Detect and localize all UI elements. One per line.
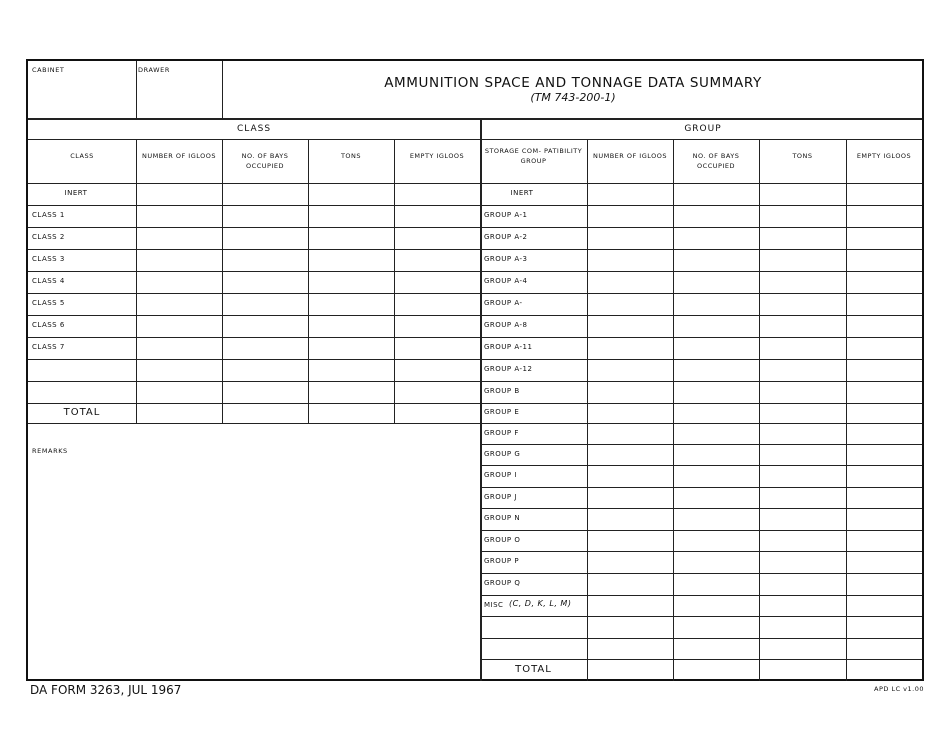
class-entry-cell[interactable]: [223, 294, 307, 314]
group-entry-cell[interactable]: [760, 316, 845, 336]
misc-note: (C, D, K, L, M): [509, 599, 572, 608]
group-entry-cell[interactable]: [674, 184, 758, 204]
group-entry-cell[interactable]: [760, 360, 845, 380]
group-entry-cell[interactable]: [760, 184, 845, 204]
class-entry-cell[interactable]: [395, 228, 479, 248]
group-entry-cell[interactable]: [760, 466, 845, 486]
class-entry-cell[interactable]: [395, 316, 479, 336]
group-row-label: GROUP N: [484, 514, 521, 522]
group-entry-cell[interactable]: [674, 250, 758, 270]
form-subtitle: (TM 743-200-1): [530, 91, 616, 104]
group-entry-cell[interactable]: [847, 404, 921, 422]
summary-form: [26, 59, 924, 681]
group-entry-cell[interactable]: [760, 272, 845, 292]
class-row-label: CLASS 6: [32, 321, 65, 329]
group-entry-cell[interactable]: [674, 272, 758, 292]
group-column-header: NUMBER OF IGLOOS: [593, 152, 667, 160]
group-column-header: EMPTY IGLOOS: [856, 152, 912, 160]
group-entry-cell[interactable]: [674, 466, 758, 486]
class-entry-cell[interactable]: [223, 272, 307, 292]
group-entry-cell[interactable]: [588, 509, 672, 529]
group-entry-cell[interactable]: [588, 424, 672, 443]
group-entry-cell[interactable]: [588, 531, 672, 550]
group-entry-cell[interactable]: [674, 206, 758, 226]
group-entry-cell[interactable]: [674, 382, 758, 402]
group-entry-cell[interactable]: [760, 617, 845, 637]
group-column-header: TONS: [792, 152, 813, 160]
group-entry-cell[interactable]: [588, 294, 672, 314]
group-entry-cell[interactable]: [674, 639, 758, 658]
group-entry-cell[interactable]: [847, 445, 921, 464]
class-entry-cell[interactable]: [223, 360, 307, 380]
group-entry-cell[interactable]: [847, 228, 921, 248]
group-entry-cell[interactable]: [760, 660, 845, 680]
class-entry-cell[interactable]: [309, 206, 393, 226]
group-entry-cell[interactable]: [760, 445, 845, 464]
class-entry-cell[interactable]: [309, 228, 393, 248]
group-entry-cell[interactable]: [847, 316, 921, 336]
group-entry-cell[interactable]: [847, 639, 921, 658]
group-row-label: GROUP J: [484, 492, 517, 501]
group-row-label: GROUP F: [484, 428, 519, 437]
group-entry-cell[interactable]: [847, 574, 921, 594]
group-entry-cell[interactable]: [847, 466, 921, 486]
class-entry-cell[interactable]: [137, 360, 221, 380]
drawer-label: DRAWER: [138, 66, 170, 74]
class-entry-cell[interactable]: [223, 338, 307, 358]
group-entry-cell[interactable]: [674, 509, 758, 529]
cabinet-field[interactable]: [30, 75, 134, 117]
group-entry-cell[interactable]: [847, 596, 921, 615]
group-row-label: GROUP A-11: [484, 343, 533, 351]
class-row-label: CLASS 3: [32, 255, 65, 263]
group-entry-cell[interactable]: [847, 382, 921, 402]
class-row-label: CLASS 1: [32, 211, 65, 219]
class-entry-cell[interactable]: [395, 184, 479, 204]
class-entry-cell[interactable]: [137, 250, 221, 270]
class-column-header: CLASS: [70, 152, 94, 160]
group-entry-cell[interactable]: [847, 360, 921, 380]
group-entry-cell[interactable]: [674, 617, 758, 637]
group-entry-cell[interactable]: [847, 250, 921, 270]
class-entry-cell[interactable]: [395, 360, 479, 380]
group-entry-cell[interactable]: [588, 404, 672, 422]
class-row-label: INERT: [64, 189, 88, 197]
group-entry-cell[interactable]: [674, 360, 758, 380]
class-entry-cell[interactable]: [395, 404, 479, 422]
group-row-label: GROUP A-12: [484, 365, 533, 373]
class-column-header: NUMBER OF IGLOOS: [142, 152, 216, 160]
group-section-heading: GROUP: [684, 124, 722, 134]
class-entry-cell[interactable]: [223, 228, 307, 248]
group-row-label: GROUP P: [484, 557, 520, 565]
class-entry-cell[interactable]: [395, 338, 479, 358]
group-entry-cell[interactable]: [760, 424, 845, 443]
group-row-label: GROUP E: [484, 408, 520, 416]
class-column-header: NO. OF BAYS OCCUPIED: [241, 152, 289, 170]
group-entry-cell[interactable]: [588, 272, 672, 292]
group-column-header: NO. OF BAYS OCCUPIED: [692, 152, 740, 170]
group-entry-cell[interactable]: [847, 424, 921, 443]
form-title: AMMUNITION SPACE AND TONNAGE DATA SUMMARY: [384, 75, 762, 91]
group-entry-cell[interactable]: [847, 531, 921, 550]
class-entry-cell[interactable]: [223, 184, 307, 204]
group-entry-cell[interactable]: [760, 206, 845, 226]
group-entry-cell[interactable]: [588, 360, 672, 380]
group-entry-cell[interactable]: [588, 250, 672, 270]
group-column-header: STORAGE COM- PATIBILITY GROUP: [484, 147, 583, 165]
remarks-field[interactable]: [30, 457, 478, 679]
class-entry-cell[interactable]: [137, 316, 221, 336]
group-entry-cell[interactable]: [674, 294, 758, 314]
group-entry-cell[interactable]: [847, 552, 921, 572]
group-row-label: GROUP A-1: [484, 211, 528, 219]
group-entry-cell[interactable]: [674, 316, 758, 336]
group-entry-cell[interactable]: [588, 617, 672, 637]
group-entry-cell[interactable]: [588, 488, 672, 507]
group-entry-cell[interactable]: [847, 272, 921, 292]
group-entry-cell[interactable]: [674, 531, 758, 550]
group-entry-cell[interactable]: [760, 639, 845, 658]
group-entry-cell[interactable]: [760, 531, 845, 550]
form-version: APD LC v1.00: [874, 685, 924, 693]
group-row-label: GROUP Q: [484, 579, 521, 587]
class-entry-cell[interactable]: [137, 338, 221, 358]
class-row-label: TOTAL: [63, 407, 101, 418]
class-entry-cell[interactable]: [309, 250, 393, 270]
group-entry-cell[interactable]: [760, 382, 845, 402]
class-column-header: TONS: [340, 152, 362, 160]
group-entry-cell[interactable]: [674, 488, 758, 507]
group-entry-cell[interactable]: [588, 316, 672, 336]
class-entry-cell[interactable]: [137, 184, 221, 204]
group-entry-cell[interactable]: [847, 338, 921, 358]
class-entry-cell[interactable]: [309, 184, 393, 204]
class-entry-cell[interactable]: [223, 250, 307, 270]
class-entry-cell[interactable]: [137, 382, 221, 402]
group-entry-cell[interactable]: [847, 206, 921, 226]
rule-line: [28, 423, 480, 424]
group-entry-cell[interactable]: [847, 617, 921, 637]
class-entry-cell[interactable]: [137, 272, 221, 292]
group-entry-cell[interactable]: [588, 639, 672, 658]
group-entry-cell[interactable]: [847, 184, 921, 204]
group-entry-cell[interactable]: [588, 552, 672, 572]
group-entry-cell[interactable]: [588, 596, 672, 615]
class-entry-cell[interactable]: [395, 206, 479, 226]
group-entry-cell[interactable]: [760, 294, 845, 314]
drawer-field[interactable]: [136, 75, 220, 117]
rule-line: [480, 118, 482, 681]
group-row-label: GROUP A-4: [484, 277, 528, 285]
group-entry-cell[interactable]: [847, 294, 921, 314]
class-entry-cell[interactable]: [309, 272, 393, 292]
class-entry-cell[interactable]: [223, 404, 307, 422]
class-entry-cell[interactable]: [137, 206, 221, 226]
class-row-label: CLASS 7: [32, 343, 65, 351]
class-entry-cell[interactable]: [309, 360, 393, 380]
group-entry-cell[interactable]: [674, 404, 758, 422]
group-entry-cell[interactable]: [674, 660, 758, 680]
class-entry-cell[interactable]: [395, 272, 479, 292]
group-entry-cell[interactable]: [760, 338, 845, 358]
group-entry-cell[interactable]: [588, 574, 672, 594]
class-entry-cell[interactable]: [309, 294, 393, 314]
group-row-label: GROUP G: [484, 449, 521, 458]
group-entry-cell[interactable]: [760, 250, 845, 270]
class-entry-cell[interactable]: [395, 382, 479, 402]
class-section-heading: CLASS: [236, 124, 272, 134]
class-entry-cell[interactable]: [395, 250, 479, 270]
group-entry-cell[interactable]: [674, 596, 758, 615]
group-entry-cell[interactable]: [588, 660, 672, 680]
group-row-label: GROUP A-3: [484, 255, 528, 263]
group-entry-cell[interactable]: [760, 404, 845, 422]
group-entry-cell[interactable]: [674, 338, 758, 358]
class-column-header: EMPTY IGLOOS: [409, 152, 465, 160]
class-entry-cell[interactable]: [309, 316, 393, 336]
group-row-label: GROUP O: [484, 535, 521, 544]
group-entry-cell[interactable]: [588, 184, 672, 204]
rule-line: [28, 139, 922, 140]
group-entry-cell[interactable]: [588, 382, 672, 402]
class-entry-cell[interactable]: [137, 294, 221, 314]
group-row-label: GROUP I: [484, 471, 517, 479]
group-entry-cell[interactable]: [760, 552, 845, 572]
group-entry-cell[interactable]: [588, 228, 672, 248]
class-entry-cell[interactable]: [309, 404, 393, 422]
group-entry-cell[interactable]: [588, 466, 672, 486]
group-entry-cell[interactable]: [674, 445, 758, 464]
class-entry-cell[interactable]: [309, 338, 393, 358]
class-entry-cell[interactable]: [137, 404, 221, 422]
rule-line: [28, 118, 922, 120]
group-entry-cell[interactable]: [674, 228, 758, 248]
class-entry-cell[interactable]: [223, 382, 307, 402]
class-entry-cell[interactable]: [395, 294, 479, 314]
class-entry-cell[interactable]: [137, 228, 221, 248]
class-entry-cell[interactable]: [223, 316, 307, 336]
group-row-label: GROUP A-2: [484, 233, 528, 241]
group-entry-cell[interactable]: [760, 228, 845, 248]
group-entry-cell[interactable]: [847, 509, 921, 529]
form-number: DA FORM 3263, JUL 1967: [30, 683, 182, 697]
class-entry-cell[interactable]: [309, 382, 393, 402]
group-entry-cell[interactable]: [847, 660, 921, 680]
cabinet-label: CABINET: [32, 66, 65, 74]
group-entry-cell[interactable]: [588, 445, 672, 464]
group-row-label: INERT: [510, 189, 534, 197]
group-row-label: TOTAL: [515, 664, 552, 675]
group-row-label: MISC: [484, 600, 504, 609]
remarks-label: REMARKS: [32, 447, 68, 455]
group-row-label: GROUP A-8: [484, 321, 528, 329]
group-entry-cell[interactable]: [847, 488, 921, 507]
group-entry-cell[interactable]: [760, 488, 845, 507]
group-row-label: GROUP B: [484, 387, 520, 395]
group-row-label: GROUP A-: [484, 299, 523, 307]
group-entry-cell[interactable]: [760, 509, 845, 529]
group-entry-cell[interactable]: [760, 574, 845, 594]
class-row-label: CLASS 2: [32, 233, 65, 241]
group-entry-cell[interactable]: [674, 424, 758, 443]
group-entry-cell[interactable]: [588, 338, 672, 358]
class-entry-cell[interactable]: [223, 206, 307, 226]
class-row-label: CLASS 4: [32, 277, 65, 285]
class-row-label: CLASS 5: [32, 299, 65, 307]
group-entry-cell[interactable]: [674, 552, 758, 572]
group-entry-cell[interactable]: [760, 596, 845, 615]
group-entry-cell[interactable]: [588, 206, 672, 226]
group-entry-cell[interactable]: [674, 574, 758, 594]
